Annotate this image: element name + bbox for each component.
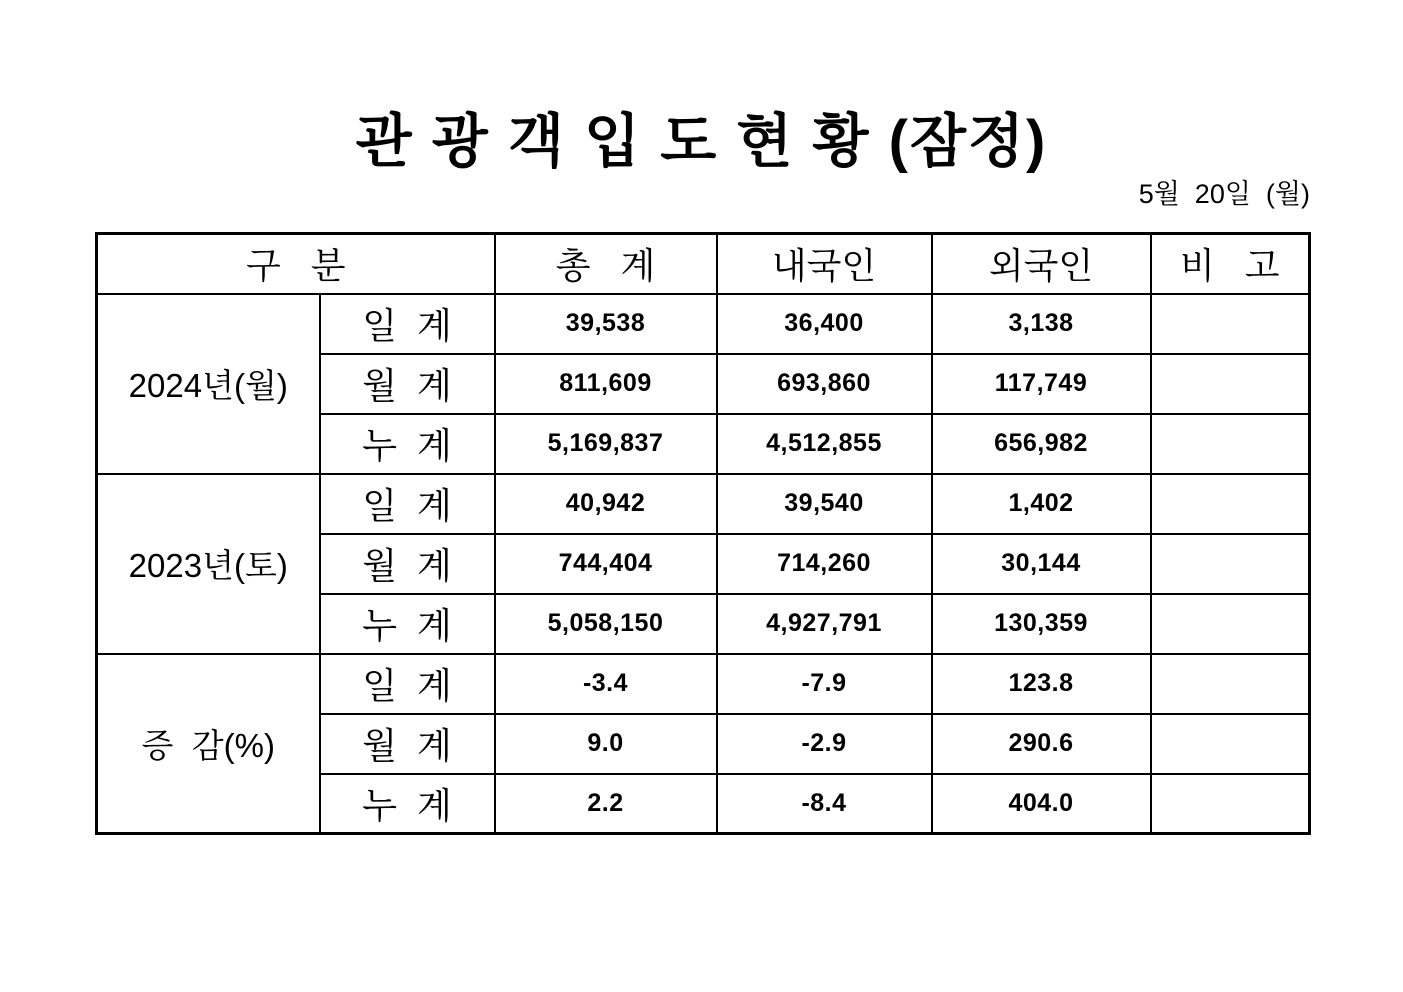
table-row bbox=[97, 654, 1310, 714]
cell-foreign: 117,749 bbox=[932, 354, 1151, 414]
page-title: 관 광 객 입 도 현 황 (잠정) bbox=[355, 109, 1048, 174]
cell-total: 40,942 bbox=[495, 474, 717, 534]
cell-total: 9.0 bbox=[495, 714, 717, 774]
table-header-row bbox=[97, 234, 1310, 294]
cell-domestic: 39,540 bbox=[717, 474, 932, 534]
cell-remark bbox=[1151, 714, 1310, 774]
cell-total: -3.4 bbox=[495, 654, 717, 714]
report-date: 5월 20일 (월) bbox=[1138, 179, 1310, 209]
cell-domestic: -8.4 bbox=[717, 774, 932, 834]
cell-label: 누 계 bbox=[320, 774, 495, 834]
header-category: 구 분 bbox=[97, 234, 495, 294]
cell-foreign: 656,982 bbox=[932, 414, 1151, 474]
cell-domestic: 4,927,791 bbox=[717, 594, 932, 654]
header-foreign: 외국인 bbox=[932, 234, 1151, 294]
cell-foreign: 130,359 bbox=[932, 594, 1151, 654]
cell-label: 일 계 bbox=[320, 654, 495, 714]
cell-foreign: 3,138 bbox=[932, 294, 1151, 354]
cell-remark bbox=[1151, 594, 1310, 654]
cell-label: 월 계 bbox=[320, 534, 495, 594]
cell-domestic: 4,512,855 bbox=[717, 414, 932, 474]
cell-domestic: -7.9 bbox=[717, 654, 932, 714]
header-domestic: 내국인 bbox=[717, 234, 932, 294]
header-remarks: 비 고 bbox=[1151, 234, 1310, 294]
cell-total: 5,169,837 bbox=[495, 414, 717, 474]
cell-remark bbox=[1151, 294, 1310, 354]
cell-domestic: -2.9 bbox=[717, 714, 932, 774]
cell-remark bbox=[1151, 414, 1310, 474]
cell-total: 2.2 bbox=[495, 774, 717, 834]
cell-domestic: 714,260 bbox=[717, 534, 932, 594]
cell-domestic: 36,400 bbox=[717, 294, 932, 354]
cell-label: 월 계 bbox=[320, 354, 495, 414]
cell-label: 일 계 bbox=[320, 474, 495, 534]
row-group-change: 증 감(%) bbox=[97, 654, 320, 834]
cell-total: 811,609 bbox=[495, 354, 717, 414]
cell-total: 744,404 bbox=[495, 534, 717, 594]
cell-total: 5,058,150 bbox=[495, 594, 717, 654]
cell-remark bbox=[1151, 774, 1310, 834]
tourist-arrivals-table bbox=[95, 232, 1311, 835]
table-row bbox=[97, 294, 1310, 354]
row-group-2023: 2023년(토) bbox=[97, 474, 320, 654]
cell-remark bbox=[1151, 654, 1310, 714]
cell-remark bbox=[1151, 534, 1310, 594]
cell-foreign: 1,402 bbox=[932, 474, 1151, 534]
cell-foreign: 404.0 bbox=[932, 774, 1151, 834]
cell-label: 월 계 bbox=[320, 714, 495, 774]
cell-label: 일 계 bbox=[320, 294, 495, 354]
header-total: 총 계 bbox=[495, 234, 717, 294]
cell-remark bbox=[1151, 354, 1310, 414]
table-row bbox=[97, 474, 1310, 534]
cell-domestic: 693,860 bbox=[717, 354, 932, 414]
row-group-2024: 2024년(월) bbox=[97, 294, 320, 474]
cell-foreign: 123.8 bbox=[932, 654, 1151, 714]
cell-foreign: 290.6 bbox=[932, 714, 1151, 774]
cell-label: 누 계 bbox=[320, 594, 495, 654]
cell-label: 누 계 bbox=[320, 414, 495, 474]
cell-remark bbox=[1151, 474, 1310, 534]
cell-foreign: 30,144 bbox=[932, 534, 1151, 594]
cell-total: 39,538 bbox=[495, 294, 717, 354]
